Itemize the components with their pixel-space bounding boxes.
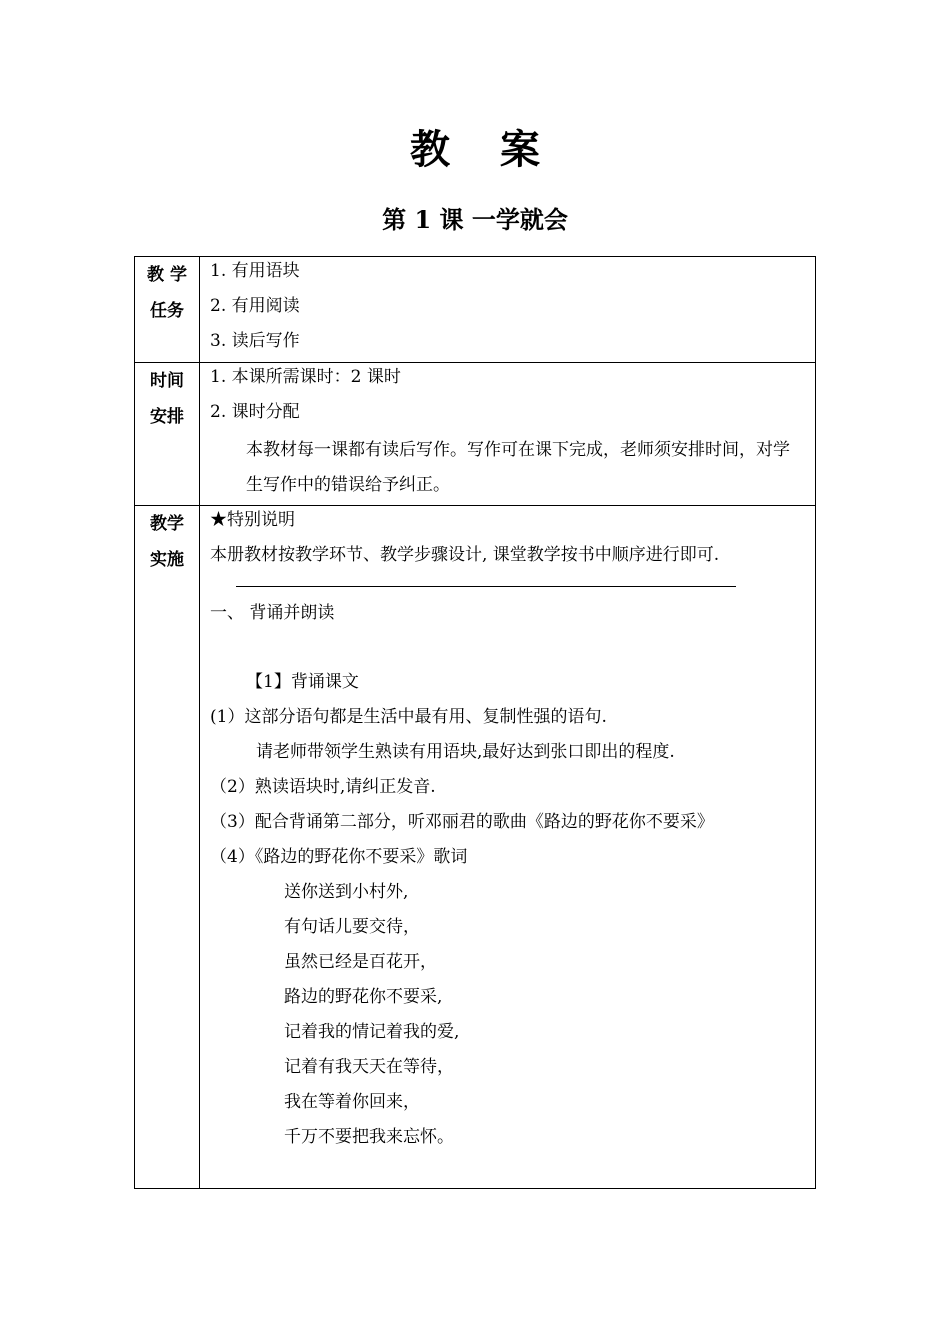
lyric-line: 记着有我天天在等待，	[284, 1057, 454, 1077]
lyric-line: 送你送到小村外,	[284, 882, 409, 902]
lesson-plan-table	[134, 256, 816, 1189]
time-allocation-paragraph: 本教材每一课都有读后写作。写作可在课下完成，老师须安排时间，对学生写作中的错误给予纠正。	[246, 440, 790, 495]
list-item: 1. 有用语块	[210, 261, 300, 281]
table-row-implementation	[135, 506, 816, 1189]
row-label-line: 教 学	[147, 265, 187, 285]
row-label-line: 安排	[150, 407, 184, 427]
spacer	[200, 634, 815, 668]
list-item: （3）配合背诵第二部分，听邓丽君的歌曲《路边的野花你不要采》	[210, 812, 714, 832]
lesson-title: 第 1 课 一学就会	[382, 205, 568, 234]
lyric-line: 记着我的情记着我的爱,	[284, 1022, 460, 1042]
list-item: （2）熟读语块时,请纠正发音.	[210, 777, 436, 797]
table-row-task	[135, 257, 816, 363]
section-heading: 一、 背诵并朗读	[210, 603, 335, 623]
row-label-time	[135, 363, 200, 506]
lyric-line: 千万不要把我来忘怀。	[284, 1127, 454, 1147]
row-content-time	[200, 363, 816, 506]
table-row-time	[135, 363, 816, 506]
document-title: 教 案	[410, 127, 558, 173]
row-label-line: 时间	[150, 371, 184, 391]
row-label-line: 任务	[150, 301, 184, 321]
sub-heading: 【1】背诵课文	[246, 672, 359, 692]
list-item: 2. 课时分配	[210, 402, 300, 422]
special-note-text: 本册教材按教学环节、教学步骤设计, 课堂教学按书中顺序进行即可.	[210, 545, 720, 565]
row-label-task	[135, 257, 200, 363]
list-item: 3. 读后写作	[210, 331, 300, 351]
row-label-line: 教学	[150, 514, 184, 534]
row-content-task	[200, 257, 816, 363]
list-item: 1. 本课所需课时：2 课时	[210, 367, 401, 387]
list-item: (1）这部分语句都是生活中最有用、复制性强的语句.	[210, 707, 607, 727]
list-item: （4）《路边的野花你不要采》歌词	[210, 847, 468, 867]
divider	[236, 586, 736, 599]
list-item: 2. 有用阅读	[210, 296, 300, 316]
lyric-line: 虽然已经是百花开，	[284, 952, 437, 972]
row-content-implementation	[200, 506, 816, 1189]
list-item: 请老师带领学生熟读有用语块,最好达到张口即出的程度.	[256, 742, 675, 762]
lyric-line: 路边的野花你不要采,	[284, 987, 443, 1007]
row-label-line: 实施	[150, 550, 184, 570]
row-label-implementation	[135, 506, 200, 1189]
lyric-line: 我在等着你回来，	[284, 1092, 420, 1112]
lyric-line: 有句话儿要交待，	[284, 917, 420, 937]
special-note-heading: ★特别说明	[210, 510, 295, 530]
